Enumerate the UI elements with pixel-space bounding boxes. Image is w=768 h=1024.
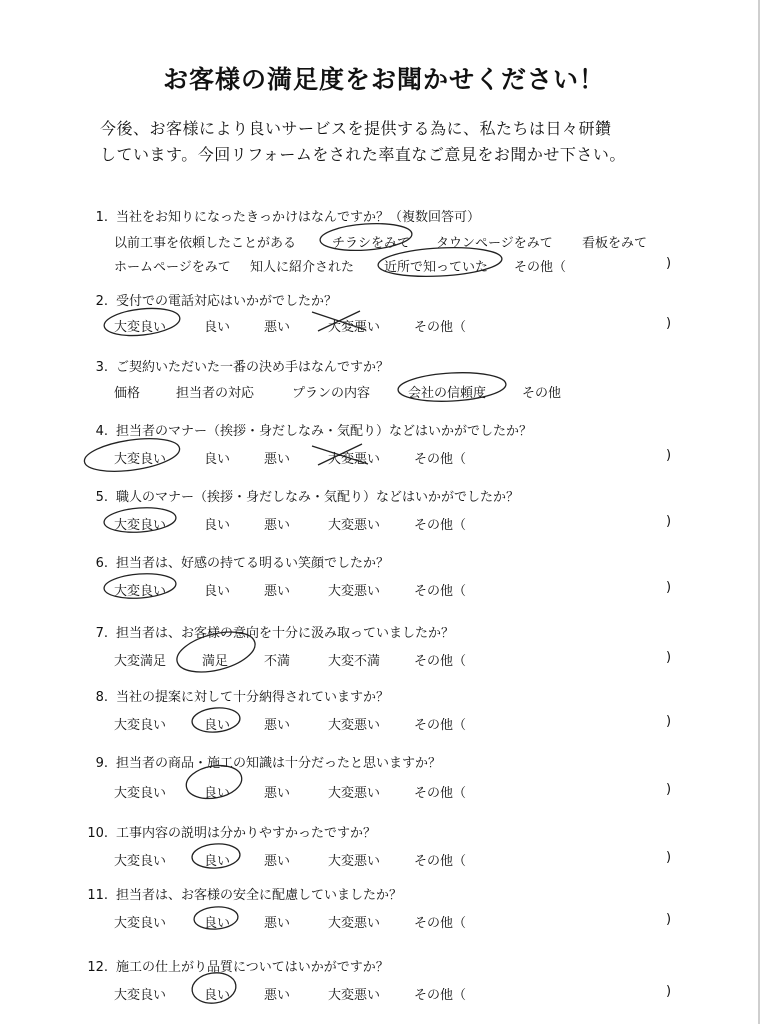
q12-option-bad[interactable]: 悪い [264,988,291,1003]
q2-option-other[interactable]: その他（ [414,320,467,335]
q3-option-staff[interactable]: 担当者の対応 [176,386,255,401]
question-12 [84,956,389,975]
q9-option-good[interactable]: 良い [204,786,231,801]
question-3 [84,356,389,375]
q7-close-paren: ) [666,650,672,665]
q1-option-referral[interactable]: 知人に紹介された [250,260,355,275]
q5-close-paren: ) [666,514,672,529]
question-number: 8. [95,690,108,705]
q6-option-very-good[interactable]: 大変良い [114,584,167,599]
q9-option-very-bad[interactable]: 大変悪い [328,786,381,801]
question-text: 当社の提案に対して十分納得されていますか？ [116,690,390,705]
question-1 [84,206,480,225]
q11-option-bad[interactable]: 悪い [264,916,291,931]
q12-option-other[interactable]: その他（ [414,988,467,1003]
question-number: 7. [95,626,108,641]
question-5 [84,486,519,505]
question-text: 当社をお知りになったきっかけはなんですか？（複数回答可） [116,210,481,225]
q10-option-very-good[interactable]: 大変良い [114,854,167,869]
q4-option-very-bad[interactable]: 大変悪い [328,452,381,467]
question-number: 10. [87,826,108,841]
q11-close-paren: ) [666,912,672,927]
question-number: 4. [95,424,108,439]
q5-option-very-good[interactable]: 大変良い [114,518,167,533]
q12-close-paren: ) [666,984,672,999]
q6-option-very-bad[interactable]: 大変悪い [328,584,381,599]
q8-option-bad[interactable]: 悪い [264,718,291,733]
q10-option-other[interactable]: その他（ [414,854,467,869]
question-9 [84,752,441,771]
q3-option-other[interactable]: その他 [522,386,562,401]
question-text: 担当者は、お客様の安全に配慮していましたか？ [116,888,403,903]
q7-option-very-dissatisfied[interactable]: 大変不満 [328,654,381,669]
q5-option-other[interactable]: その他（ [414,518,467,533]
question-number: 1. [95,210,108,225]
q11-option-very-bad[interactable]: 大変悪い [328,916,381,931]
question-text: 担当者は、好感の持てる明るい笑顔でしたか？ [116,556,390,571]
question-number: 2. [95,294,108,309]
q10-close-paren: ) [666,850,672,865]
q11-option-other[interactable]: その他（ [414,916,467,931]
question-6 [84,552,389,571]
q9-option-very-good[interactable]: 大変良い [114,786,167,801]
q4-option-bad[interactable]: 悪い [264,452,291,467]
q2-option-very-good[interactable]: 大変良い [114,320,167,335]
q10-option-bad[interactable]: 悪い [264,854,291,869]
q1-option-previous-work[interactable]: 以前工事を依頼したことがある [114,236,297,251]
q6-option-bad[interactable]: 悪い [264,584,291,599]
q7-option-very-satisfied[interactable]: 大変満足 [114,654,167,669]
intro-line-2: しています。今回リフォームをされた率直なご意見をお聞かせ下さい。 [100,145,626,164]
q5-option-good[interactable]: 良い [204,518,231,533]
question-2 [84,290,337,309]
q1-option-other[interactable]: その他（ [514,260,567,275]
q3-option-plan[interactable]: プランの内容 [292,386,371,401]
question-number: 12. [87,960,108,975]
q2-option-very-bad[interactable]: 大変悪い [328,320,381,335]
question-11 [84,884,402,903]
question-number: 9. [95,756,108,771]
q8-option-good[interactable]: 良い [204,718,231,733]
q11-option-very-good[interactable]: 大変良い [114,916,167,931]
q4-option-very-good[interactable]: 大変良い [114,452,167,467]
q1-option-town-page[interactable]: タウンページをみて [436,236,553,251]
question-number: 5. [95,490,108,505]
q1-option-homepage[interactable]: ホームページをみて [114,260,231,275]
question-number: 3. [95,360,108,375]
q4-option-other[interactable]: その他（ [414,452,467,467]
q9-option-other[interactable]: その他（ [414,786,467,801]
q5-option-very-bad[interactable]: 大変悪い [328,518,381,533]
intro-line-1: 今後、お客様により良いサービスを提供する為に、私たちは日々研鑽 [100,119,612,138]
question-number: 11. [87,888,108,903]
q1-option-signboard[interactable]: 看板をみて [582,236,648,251]
q12-option-very-bad[interactable]: 大変悪い [328,988,381,1003]
q2-close-paren: ) [666,316,672,331]
q7-option-other[interactable]: その他（ [414,654,467,669]
q8-option-very-good[interactable]: 大変良い [114,718,167,733]
q3-option-price[interactable]: 価格 [114,386,141,401]
q9-close-paren: ) [666,782,672,797]
q7-option-satisfied[interactable]: 満足 [202,654,229,669]
question-text: ご契約いただいた一番の決め手はなんですか？ [116,360,390,375]
question-number: 6. [95,556,108,571]
q9-option-bad[interactable]: 悪い [264,786,291,801]
question-text: 工事内容の説明は分かりやすかったですか？ [116,826,377,841]
page-edge-shadow [758,0,760,1024]
q1-option-neighborhood[interactable]: 近所で知っていた [384,260,489,275]
survey-title: お客様の満足度をお聞かせください！ [162,65,605,94]
q8-option-very-bad[interactable]: 大変悪い [328,718,381,733]
q2-option-good[interactable]: 良い [204,320,231,335]
q8-close-paren: ) [666,714,672,729]
q6-close-paren: ) [666,580,672,595]
q11-option-good[interactable]: 良い [204,916,231,931]
q5-option-bad[interactable]: 悪い [264,518,291,533]
q10-option-good[interactable]: 良い [204,854,231,869]
q4-close-paren: ) [666,448,672,463]
question-7 [84,622,454,641]
question-text: 担当者は、お客様の意向を十分に汲み取っていましたか？ [116,626,455,641]
q10-option-very-bad[interactable]: 大変悪い [328,854,381,869]
q4-option-good[interactable]: 良い [204,452,231,467]
question-text: 施工の仕上がり品質についてはいかがですか？ [116,960,389,975]
question-text: 担当者のマナー（挨拶・身だしなみ・気配り）などはいかがでしたか？ [116,424,533,439]
question-8 [84,686,389,705]
q6-option-good[interactable]: 良い [204,584,231,599]
question-text: 職人のマナー（挨拶・身だしなみ・気配り）などはいかがでしたか？ [116,490,520,505]
question-10 [84,822,376,841]
q12-option-good[interactable]: 良い [204,988,231,1003]
question-text: 受付での電話対応はいかがでしたか？ [116,294,338,309]
q12-option-very-good[interactable]: 大変良い [114,988,167,1003]
q8-option-other[interactable]: その他（ [414,718,467,733]
question-text: 担当者の商品・施工の知識は十分だったと思いますか？ [116,756,442,771]
q1-option-flyer[interactable]: チラシをみて [332,236,411,251]
question-4 [84,420,532,439]
q2-option-bad[interactable]: 悪い [264,320,291,335]
q7-option-dissatisfied[interactable]: 不満 [264,654,291,669]
q6-option-other[interactable]: その他（ [414,584,467,599]
q3-option-trust[interactable]: 会社の信頼度 [408,386,487,401]
q1-close-paren: ) [666,256,672,271]
